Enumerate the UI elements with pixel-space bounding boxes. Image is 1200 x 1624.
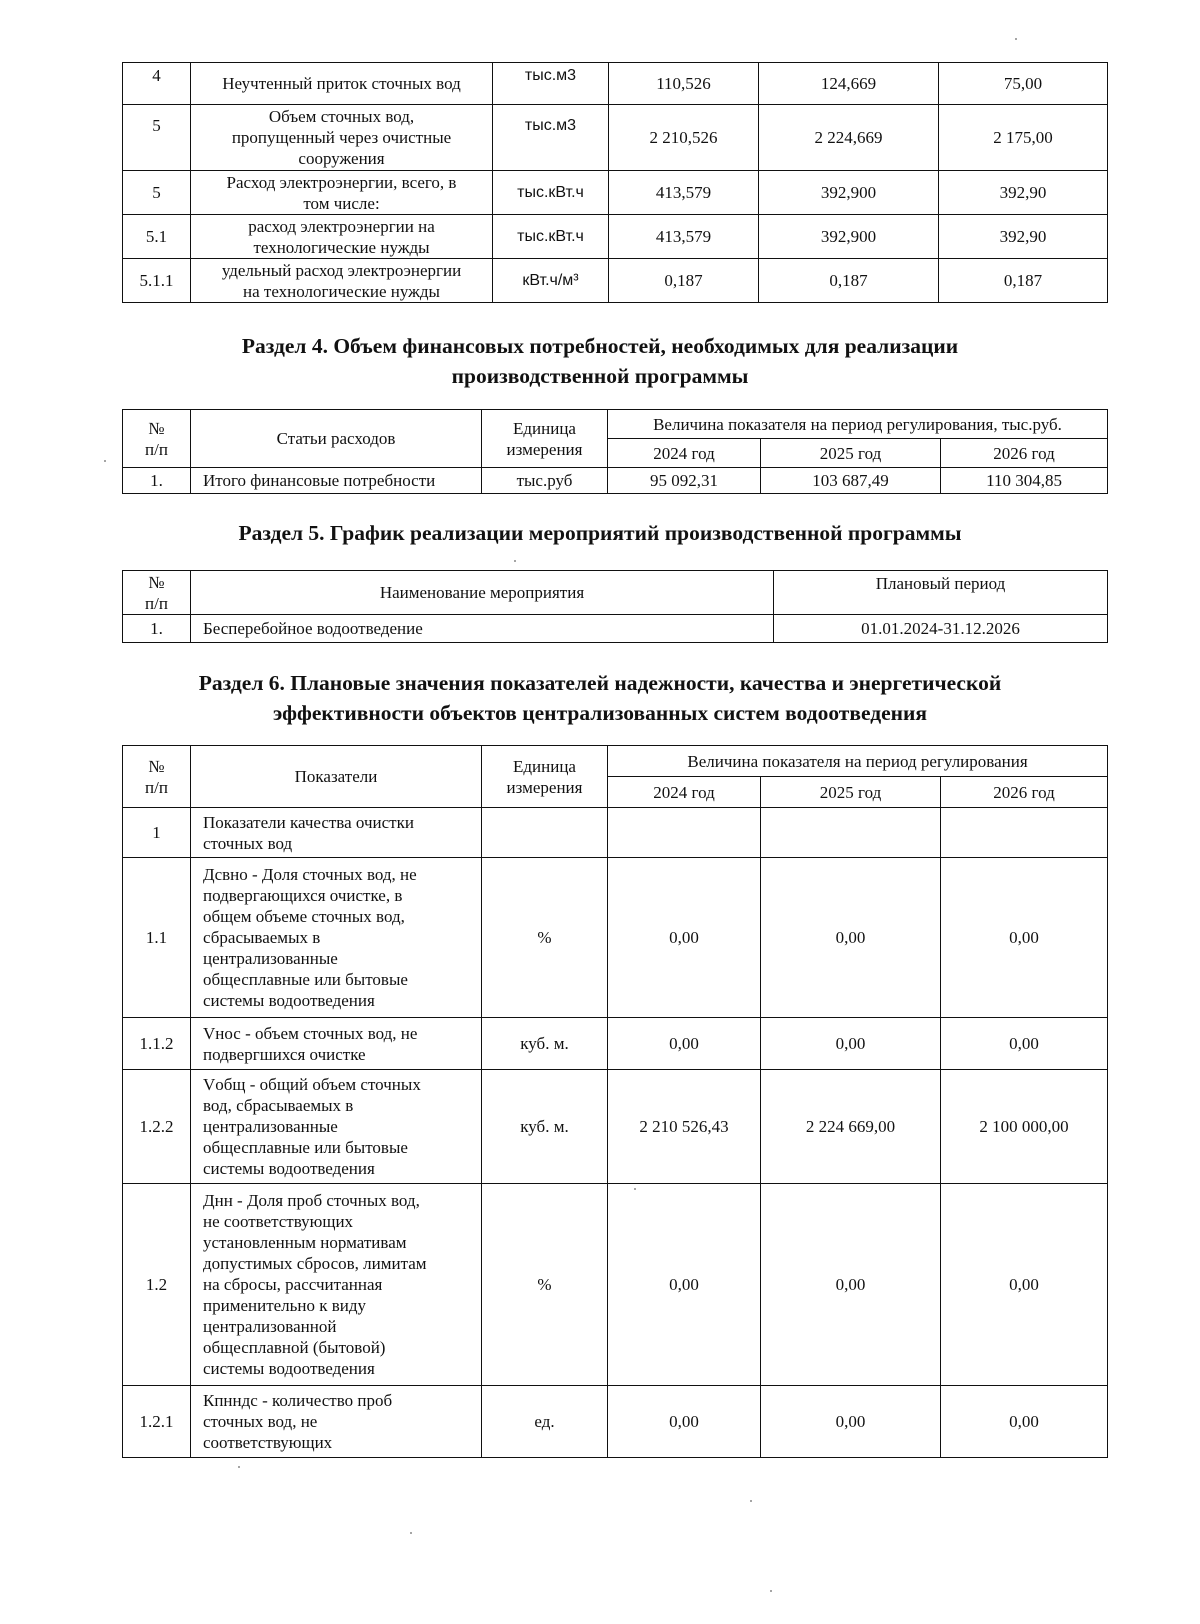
scan-speck: [750, 1500, 752, 1502]
table-row: [123, 171, 1108, 215]
header-row: [123, 571, 1108, 615]
value-2026: 2 175,00: [939, 105, 1108, 171]
value-2024: 0,187: [609, 259, 759, 303]
value-2025: 392,900: [759, 171, 939, 215]
row-unit: ед.: [482, 1386, 608, 1458]
row-period: 01.01.2024-31.12.2026: [774, 615, 1108, 643]
header-year-2026: 2026 год: [941, 777, 1108, 808]
row-unit: [482, 808, 608, 858]
row-unit: куб. м.: [482, 1070, 608, 1184]
scan-speck: [770, 1590, 772, 1592]
value-2025: 392,900: [759, 215, 939, 259]
table-row: [123, 468, 1108, 494]
value-2024: 2 210 526,43: [608, 1070, 761, 1184]
value-2026: 110 304,85: [941, 468, 1108, 494]
value-2025: [761, 808, 941, 858]
row-unit: куб. м.: [482, 1018, 608, 1070]
row-number: 1.2.1: [123, 1386, 191, 1458]
row-name: расход электроэнергии на технологические нужды: [191, 215, 493, 259]
value-2024: 413,579: [609, 215, 759, 259]
header-year-2025: 2025 год: [761, 439, 941, 468]
row-name: удельный расход электроэнергии на технологические нужды: [191, 259, 493, 303]
table-row: [123, 858, 1108, 1018]
row-name: Кпнндс - количество проб сточных вод, не соответствующих: [191, 1386, 482, 1458]
header-year-2026: 2026 год: [941, 439, 1108, 468]
table-top-continuation: [122, 62, 1108, 303]
row-name: Vобщ - общий объем сточных вод, сбрасываемых в централизованные общесплавные или бытовые системы водоотведения: [191, 1070, 482, 1184]
value-2024: 0,00: [608, 858, 761, 1018]
table-row: [123, 259, 1108, 303]
row-number: 1: [123, 808, 191, 858]
row-name: Днн - Доля проб сточных вод, не соответствующих установленным нормативам допустимых сбросов, лимитам на сбросы, рассчитанная применительно к виду централизованной общесплавной (бытовой) системы водоотведения: [191, 1184, 482, 1386]
scan-speck: [238, 1466, 240, 1468]
row-name: Объем сточных вод, пропущенный через очистные сооружения: [191, 105, 493, 171]
value-2025: 103 687,49: [761, 468, 941, 494]
table-row: [123, 63, 1108, 105]
row-unit: тыс.руб: [482, 468, 608, 494]
row-number: 5: [123, 171, 191, 215]
value-2024: 413,579: [609, 171, 759, 215]
value-2026: 0,00: [941, 1386, 1108, 1458]
value-2026: 392,90: [939, 171, 1108, 215]
value-2024: 110,526: [609, 63, 759, 105]
value-2026: 392,90: [939, 215, 1108, 259]
header-row: [123, 746, 1108, 777]
header-year-2024: 2024 год: [608, 439, 761, 468]
value-2026: 75,00: [939, 63, 1108, 105]
value-2026: 2 100 000,00: [941, 1070, 1108, 1184]
row-number: 1.1.2: [123, 1018, 191, 1070]
row-number: 1.2: [123, 1184, 191, 1386]
row-number: 1.: [123, 615, 191, 643]
header-unit: Единица измерения: [482, 410, 608, 468]
value-2025: 2 224,669: [759, 105, 939, 171]
header-item: Статьи расходов: [191, 410, 482, 468]
row-unit: тыс.кВт.ч: [493, 171, 609, 215]
row-number: 1.1: [123, 858, 191, 1018]
row-name: Vнос - объем сточных вод, не подвергшихся очистке: [191, 1018, 482, 1070]
row-name: Расход электроэнергии, всего, в том числе:: [191, 171, 493, 215]
row-number: 1.2.2: [123, 1070, 191, 1184]
table-row: [123, 808, 1108, 858]
row-item: Итого финансовые потребности: [191, 468, 482, 494]
table-row: [123, 615, 1108, 643]
table-row: [123, 1018, 1108, 1070]
table-row: [123, 1386, 1108, 1458]
row-number: 5.1: [123, 215, 191, 259]
value-2025: 124,669: [759, 63, 939, 105]
scan-speck: [1015, 38, 1017, 40]
header-num: № п/п: [123, 571, 191, 615]
header-value-group: Величина показателя на период регулирования, тыс.руб.: [608, 410, 1108, 439]
row-number: 4: [123, 63, 191, 105]
header-value-group: Величина показателя на период регулирования: [608, 746, 1108, 777]
scan-speck: [634, 1188, 636, 1190]
header-year-2024: 2024 год: [608, 777, 761, 808]
header-name: Наименование мероприятия: [191, 571, 774, 615]
row-name: Дсвно - Доля сточных вод, не подвергающихся очистке, в общем объеме сточных вод, сбрасываемых в централизованные общесплавные или бытовые системы водоотведения: [191, 858, 482, 1018]
value-2024: 0,00: [608, 1184, 761, 1386]
row-unit: тыс.м3: [493, 105, 609, 171]
value-2025: 0,187: [759, 259, 939, 303]
header-period: Плановый период: [774, 571, 1108, 615]
header-row: [123, 410, 1108, 439]
row-unit: %: [482, 858, 608, 1018]
value-2025: 2 224 669,00: [761, 1070, 941, 1184]
row-name: Показатели качества очистки сточных вод: [191, 808, 482, 858]
value-2025: 0,00: [761, 858, 941, 1018]
table-row: [123, 215, 1108, 259]
section6-title: Раздел 6. Плановые значения показателей надежности, качества и энергетической эффективности объектов централизованных систем водоотведения: [198, 671, 1002, 725]
row-unit: тыс.м3: [493, 63, 609, 105]
row-unit: кВт.ч/м³: [493, 259, 609, 303]
row-unit: %: [482, 1184, 608, 1386]
scan-speck: [410, 1532, 412, 1534]
row-number: 5: [123, 105, 191, 171]
scan-speck: [104, 460, 106, 462]
row-name: Неучтенный приток сточных вод: [191, 63, 493, 105]
table-row: [123, 1184, 1108, 1386]
table-row: [123, 1070, 1108, 1184]
value-2024: 2 210,526: [609, 105, 759, 171]
value-2026: 0,00: [941, 1184, 1108, 1386]
value-2024: 0,00: [608, 1018, 761, 1070]
value-2026: [941, 808, 1108, 858]
value-2026: 0,187: [939, 259, 1108, 303]
header-indicator: Показатели: [191, 746, 482, 808]
row-name: Бесперебойное водоотведение: [191, 615, 774, 643]
row-number: 5.1.1: [123, 259, 191, 303]
value-2026: 0,00: [941, 1018, 1108, 1070]
header-num: № п/п: [123, 746, 191, 808]
header-year-2025: 2025 год: [761, 777, 941, 808]
scan-speck: [514, 560, 516, 562]
section6-table: [122, 745, 1108, 1458]
value-2024: 95 092,31: [608, 468, 761, 494]
value-2024: 0,00: [608, 1386, 761, 1458]
value-2025: 0,00: [761, 1184, 941, 1386]
section5-title: Раздел 5. График реализации мероприятий производственной программы: [238, 521, 962, 545]
value-2026: 0,00: [941, 858, 1108, 1018]
row-number: 1.: [123, 468, 191, 494]
header-num: № п/п: [123, 410, 191, 468]
section4-table: [122, 409, 1108, 494]
value-2024: [608, 808, 761, 858]
section4-title: Раздел 4. Объем финансовых потребностей, необходимых для реализации производственной программы: [241, 334, 959, 388]
header-unit: Единица измерения: [482, 746, 608, 808]
value-2025: 0,00: [761, 1018, 941, 1070]
table-row: [123, 105, 1108, 171]
row-unit: тыс.кВт.ч: [493, 215, 609, 259]
section5-table: [122, 570, 1108, 643]
value-2025: 0,00: [761, 1386, 941, 1458]
